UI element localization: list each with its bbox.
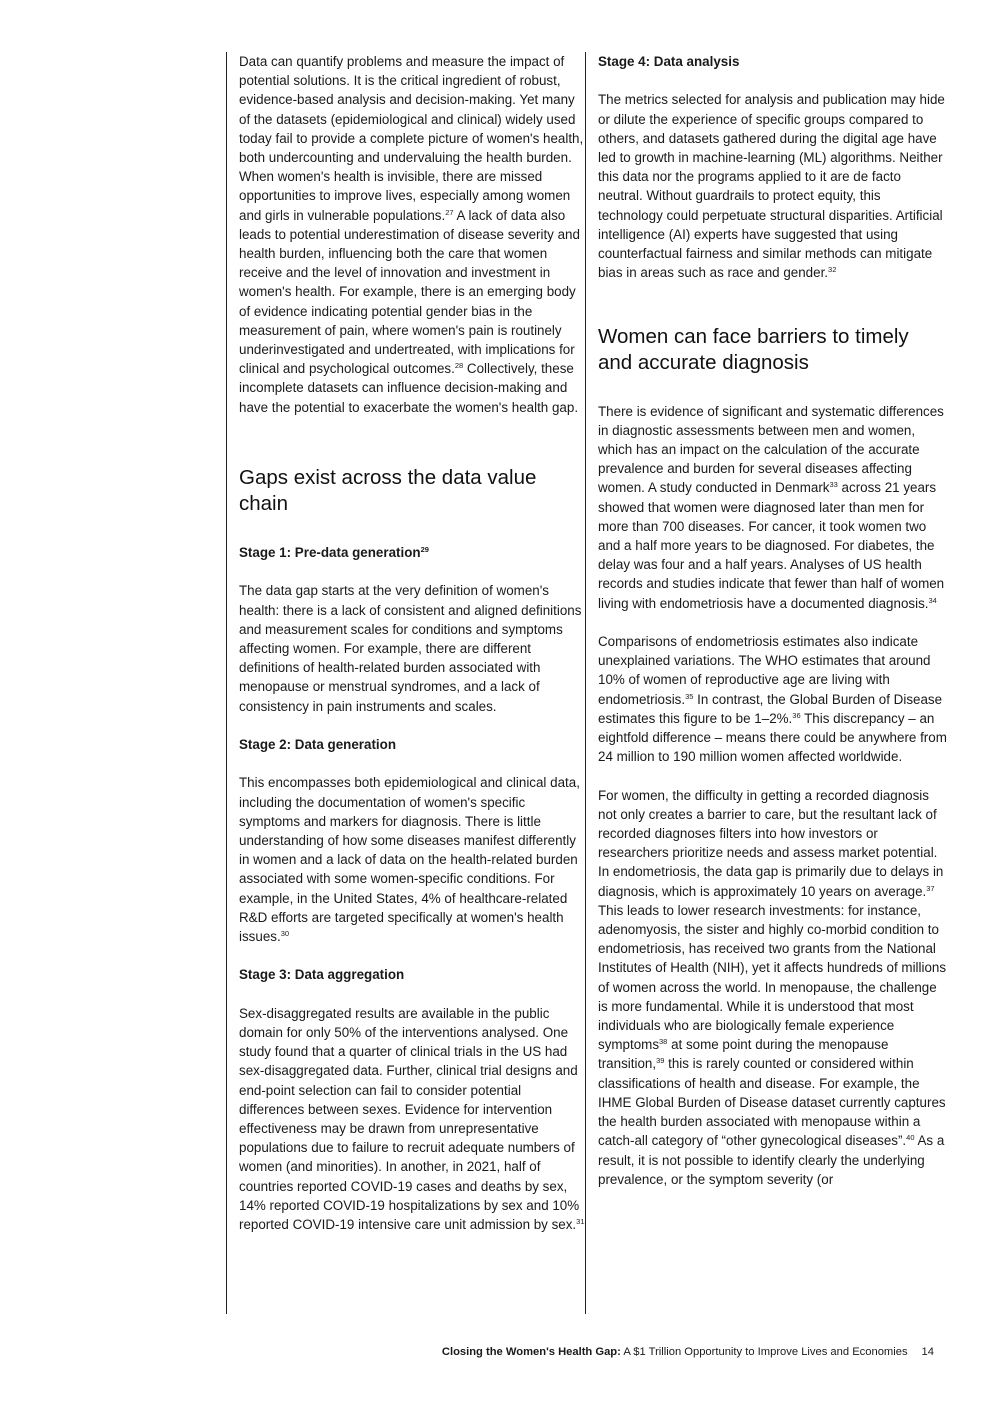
- stage4-text: The metrics selected for analysis and publication may hide or dilute the experience of specific groups compared to others, and datasets gathered during the digital age have led to growth in machine-learning (ML) algorithms. Neither this data nor the programs applied to it are de facto neutral. Without guardrails to protect equity, this technology could perpetuate structural disparities. Artificial intelligence (AI) experts have suggested that using counterfactual fairness and similar methods can mitigate bias in areas such as race and gender.$^{32}$: [598, 92, 945, 281]
- footer-title-rest: A $1 Trillion Opportunity to Improve Lives and Economies: [620, 1346, 908, 1358]
- stage3-text: Sex-disaggregated results are available in the public domain for only 50% of the interventions analysed. One study found that a quarter of clinical trials in the US had sex-disaggregated data. Further, clinical trial designs and end-point selection can fail to consider potential differences between sexes. Evidence for intervention effectiveness may be drawn from unrepresentative populations due to failure to recruit adequate numbers of women (and minorities). In another, in 2021, half of countries reported COVID-19 cases and deaths by sex, 14% reported COVID-19 hospitalizations by sex and 10% reported COVID-19 intensive care unit admission by sex.$^{31}$: [239, 1005, 585, 1233]
- diagnosis-paragraph-2: Comparisons of endometriosis estimates also indicate unexplained variations. The WHO estimates that around 10% of women of reproductive age are living with endometriosis.$^{35}$ In contrast, the Global Burden of Disease estimates this figure to be 1–2%.$^{36}$ This discrepancy – an eightfold difference – means there could be anywhere from 24 million to 190 million women affected worldwide.: [598, 634, 947, 765]
- left-column: [226, 52, 587, 1314]
- stage2-text: This encompasses both epidemiological and clinical data, including the documentation of women's specific symptoms and markers for diagnosis. There is little understanding of how some diseases manifest differently in women and a lack of data on the health-related burden associated with some women-specific conditions. For example, in the United States, 4% of healthcare-related R&D efforts are targeted specifically at women's health issues.$^{30}$: [239, 775, 580, 945]
- diagnosis-paragraph-3: For women, the difficulty in getting a recorded diagnosis not only creates a barrier to care, but the resultant lack of recorded diagnoses filters into how investors or researchers prioritize needs and assess market potential. In endometriosis, the data gap is primarily due to delays in diagnosis, which is approximately 10 years on average.$^{37}$ This leads to lower research investments: for instance, adenomyosis, the sister and highly co-morbid condition to endometriosis, has received two grants from the National Institutes of Health (NIH), yet it affects hundreds of millions of women across the world. In menopause, the challenge is more fundamental. While it is understood that most individuals who are biologically female experience symptoms$^{38}$ at some point during the menopause transition,$^{39}$ this is rarely counted or considered within classifications of health and disease. For example, the IHME Global Burden of Disease dataset currently captures the health burden associated with menopause within a catch-all category of “other gynecological diseases”.$^{40}$ As a result, it is not possible to identify clearly the underlying prevalence, or the symptom severity (or: [598, 787, 947, 1187]
- stage2-title: Stage 2: Data generation: [239, 737, 397, 753]
- diagnosis-paragraph-1: There is evidence of significant and systematic differences in diagnostic assessments between men and women, which has an impact on the calculation of the accurate prevalence and burden for several diseases affecting women. A study conducted in Denmark$^{33}$ across 21 years showed that women were diagnosed later than men for more than 700 diseases. For cancer, it took women two and a half more years to be diagnosed. For diabetes, the delay was four and a half years. Analyses of US health records and studies indicate that fewer than half of women living with endometriosis have a documented diagnosis.$^{34}$: [598, 403, 945, 611]
- stage1-text: The data gap starts at the very definition of women's health: there is a lack of consistent and aligned definitions and measurement scales for conditions and symptoms affecting women. For example, there are different definitions of health-related burden associated with menopause or menstrual syndromes, and a lack of consistency in pain instruments and scales.: [239, 583, 582, 714]
- stage4-title: Stage 4: Data analysis: [598, 54, 740, 69]
- section-heading-data-value-chain: Gaps exist across the data value chain: [239, 466, 537, 516]
- footer-title-bold: Closing the Women's Health Gap:: [441, 1346, 621, 1358]
- page-number: 14: [921, 1346, 934, 1358]
- section-heading-diagnosis: Women can face barriers to timely and accurate diagnosis: [598, 324, 909, 374]
- intro-paragraph: Data can quantify problems and measure the impact of potential solutions. It is the critical ingredient of robust, evidence-based analysis and decision-making. Yet many of the datasets (epidemiological and clinical) widely used today fail to provide a complete picture of women's health, both undercounting and undervaluing the health burden. When women's health is invisible, there are missed opportunities to improve lives, especially among women and girls in vulnerable populations.$^{27}$ A lack of data also leads to potential underestimation of disease severity and health burden, influencing both the care that women receive and the level of innovation and investment in women's health. For example, there is an emerging body of evidence indicating potential gender bias in the measurement of pain, where women's pain is routinely underinvestigated and undertreated, with implications for clinical and psychological outcomes.$^{28}$ Collectively, these incomplete datasets can influence decision-making and have the potential to exacerbate the women's health gap.: [239, 54, 584, 415]
- stage3-title: Stage 3: Data aggregation: [239, 967, 405, 983]
- right-column: [585, 52, 948, 1314]
- stage1-title: Stage 1: Pre-data generation$^{29}$: [239, 545, 429, 561]
- page-footer: [442, 1346, 934, 1358]
